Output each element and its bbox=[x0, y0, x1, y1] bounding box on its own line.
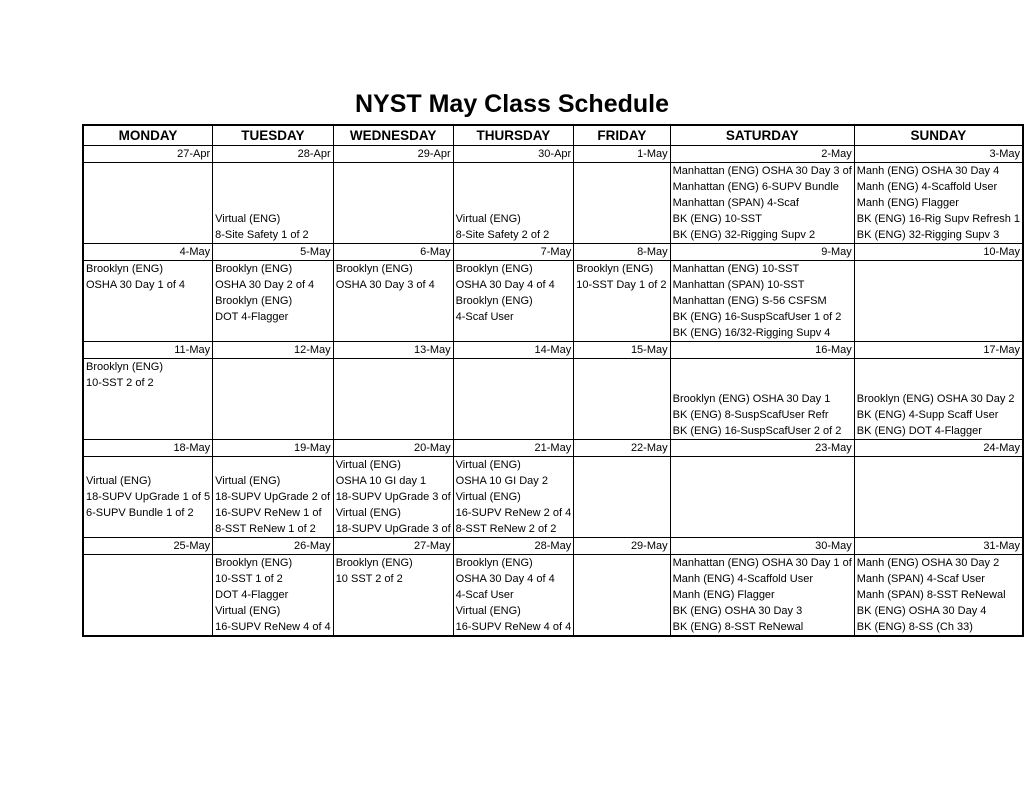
header-thursday: THURSDAY bbox=[453, 125, 574, 146]
class-entry-tuesday: Virtual (ENG) bbox=[213, 473, 334, 489]
class-entry-monday bbox=[83, 457, 213, 474]
week-4-line-4 bbox=[83, 505, 1023, 521]
schedule-table bbox=[82, 124, 1024, 637]
date-saturday: 9-May bbox=[670, 244, 854, 261]
class-entry-sunday: BK (ENG) 32-Rigging Supv 3 bbox=[854, 227, 1023, 244]
date-friday: 1-May bbox=[574, 146, 670, 163]
class-entry-friday bbox=[574, 603, 670, 619]
week-3-line-1 bbox=[83, 359, 1023, 376]
date-sunday: 31-May bbox=[854, 538, 1023, 555]
class-entry-thursday: OSHA 10 GI Day 2 bbox=[453, 473, 574, 489]
class-entry-friday bbox=[574, 505, 670, 521]
class-entry-wednesday bbox=[333, 163, 453, 180]
date-friday: 8-May bbox=[574, 244, 670, 261]
week-4-line-1 bbox=[83, 457, 1023, 474]
date-monday: 4-May bbox=[83, 244, 213, 261]
class-entry-thursday: Virtual (ENG) bbox=[453, 211, 574, 227]
class-entry-sunday: Manh (SPAN) 8-SST ReNewal bbox=[854, 587, 1023, 603]
class-entry-tuesday bbox=[213, 391, 334, 407]
date-thursday: 30-Apr bbox=[453, 146, 574, 163]
class-entry-sunday: Brooklyn (ENG) OSHA 30 Day 2 bbox=[854, 391, 1023, 407]
class-entry-sunday: Manh (ENG) Flagger bbox=[854, 195, 1023, 211]
class-entry-tuesday: DOT 4-Flagger bbox=[213, 309, 334, 325]
week-1-line-1 bbox=[83, 163, 1023, 180]
class-entry-sunday bbox=[854, 375, 1023, 391]
class-entry-monday bbox=[83, 571, 213, 587]
date-friday: 22-May bbox=[574, 440, 670, 457]
class-entry-thursday: 16-SUPV ReNew 4 of 4 bbox=[453, 619, 574, 636]
class-entry-monday bbox=[83, 325, 213, 342]
class-entry-friday bbox=[574, 375, 670, 391]
date-tuesday: 5-May bbox=[213, 244, 334, 261]
class-entry-tuesday: 8-Site Safety 1 of 2 bbox=[213, 227, 334, 244]
class-entry-wednesday: 18-SUPV UpGrade 3 of bbox=[333, 489, 453, 505]
class-entry-thursday: Brooklyn (ENG) bbox=[453, 261, 574, 278]
week-2-date-row bbox=[83, 244, 1023, 261]
class-entry-tuesday: 10-SST 1 of 2 bbox=[213, 571, 334, 587]
class-entry-sunday bbox=[854, 457, 1023, 474]
class-entry-monday bbox=[83, 227, 213, 244]
class-entry-sunday bbox=[854, 293, 1023, 309]
class-entry-saturday bbox=[670, 489, 854, 505]
class-entry-thursday bbox=[453, 163, 574, 180]
class-entry-saturday: Manhattan (ENG) 10-SST bbox=[670, 261, 854, 278]
week-3-line-3 bbox=[83, 391, 1023, 407]
week-5-line-3 bbox=[83, 587, 1023, 603]
class-entry-tuesday bbox=[213, 325, 334, 342]
class-entry-sunday: BK (ENG) 4-Supp Scaff User bbox=[854, 407, 1023, 423]
class-entry-tuesday bbox=[213, 163, 334, 180]
class-entry-thursday: OSHA 30 Day 4 of 4 bbox=[453, 277, 574, 293]
class-entry-monday bbox=[83, 179, 213, 195]
class-entry-thursday bbox=[453, 391, 574, 407]
week-2-line-4 bbox=[83, 309, 1023, 325]
class-entry-friday bbox=[574, 489, 670, 505]
date-thursday: 28-May bbox=[453, 538, 574, 555]
date-monday: 25-May bbox=[83, 538, 213, 555]
class-entry-monday: 6-SUPV Bundle 1 of 2 bbox=[83, 505, 213, 521]
week-5-date-row bbox=[83, 538, 1023, 555]
class-entry-thursday bbox=[453, 407, 574, 423]
class-entry-tuesday bbox=[213, 359, 334, 376]
class-entry-wednesday bbox=[333, 309, 453, 325]
class-entry-monday bbox=[83, 619, 213, 636]
class-entry-sunday: Manh (ENG) 4-Scaffold User bbox=[854, 179, 1023, 195]
class-entry-friday bbox=[574, 555, 670, 572]
class-entry-sunday bbox=[854, 261, 1023, 278]
class-entry-monday: 10-SST 2 of 2 bbox=[83, 375, 213, 391]
class-entry-sunday: Manh (ENG) OSHA 30 Day 2 bbox=[854, 555, 1023, 572]
header-tuesday: TUESDAY bbox=[213, 125, 334, 146]
class-entry-tuesday: DOT 4-Flagger bbox=[213, 587, 334, 603]
date-sunday: 17-May bbox=[854, 342, 1023, 359]
class-entry-saturday: Manh (ENG) 4-Scaffold User bbox=[670, 571, 854, 587]
class-entry-thursday bbox=[453, 375, 574, 391]
date-saturday: 23-May bbox=[670, 440, 854, 457]
class-entry-thursday bbox=[453, 325, 574, 342]
class-entry-saturday: BK (ENG) OSHA 30 Day 3 bbox=[670, 603, 854, 619]
class-entry-wednesday: OSHA 10 GI day 1 bbox=[333, 473, 453, 489]
class-entry-sunday: Manh (ENG) OSHA 30 Day 4 bbox=[854, 163, 1023, 180]
class-entry-thursday bbox=[453, 195, 574, 211]
date-monday: 11-May bbox=[83, 342, 213, 359]
class-entry-saturday: BK (ENG) 16-SuspScafUser 2 of 2 bbox=[670, 423, 854, 440]
class-entry-friday bbox=[574, 359, 670, 376]
class-entry-sunday bbox=[854, 473, 1023, 489]
header-saturday: SATURDAY bbox=[670, 125, 854, 146]
class-entry-tuesday: 8-SST ReNew 1 of 2 bbox=[213, 521, 334, 538]
class-entry-wednesday bbox=[333, 603, 453, 619]
class-entry-friday bbox=[574, 293, 670, 309]
class-entry-monday bbox=[83, 603, 213, 619]
week-2-line-2 bbox=[83, 277, 1023, 293]
class-entry-sunday: BK (ENG) OSHA 30 Day 4 bbox=[854, 603, 1023, 619]
date-thursday: 14-May bbox=[453, 342, 574, 359]
class-entry-sunday bbox=[854, 359, 1023, 376]
class-entry-friday bbox=[574, 391, 670, 407]
class-entry-saturday: BK (ENG) 16/32-Rigging Supv 4 bbox=[670, 325, 854, 342]
class-entry-friday bbox=[574, 423, 670, 440]
class-entry-sunday bbox=[854, 325, 1023, 342]
class-entry-monday bbox=[83, 407, 213, 423]
class-entry-tuesday: Brooklyn (ENG) bbox=[213, 293, 334, 309]
class-entry-sunday bbox=[854, 309, 1023, 325]
class-entry-wednesday bbox=[333, 227, 453, 244]
class-entry-thursday bbox=[453, 359, 574, 376]
class-entry-monday: Brooklyn (ENG) bbox=[83, 359, 213, 376]
class-entry-monday bbox=[83, 521, 213, 538]
week-1-date-row bbox=[83, 146, 1023, 163]
class-entry-friday bbox=[574, 407, 670, 423]
date-monday: 18-May bbox=[83, 440, 213, 457]
class-entry-monday bbox=[83, 195, 213, 211]
class-entry-friday bbox=[574, 227, 670, 244]
class-entry-thursday: OSHA 30 Day 4 of 4 bbox=[453, 571, 574, 587]
class-entry-thursday: 8-Site Safety 2 of 2 bbox=[453, 227, 574, 244]
class-entry-friday bbox=[574, 619, 670, 636]
header-sunday: SUNDAY bbox=[854, 125, 1023, 146]
class-entry-monday: Virtual (ENG) bbox=[83, 473, 213, 489]
class-entry-friday bbox=[574, 309, 670, 325]
class-entry-saturday: Brooklyn (ENG) OSHA 30 Day 1 bbox=[670, 391, 854, 407]
class-entry-tuesday: Brooklyn (ENG) bbox=[213, 261, 334, 278]
class-entry-tuesday: Virtual (ENG) bbox=[213, 211, 334, 227]
class-entry-thursday bbox=[453, 179, 574, 195]
class-entry-saturday bbox=[670, 359, 854, 376]
class-entry-friday bbox=[574, 195, 670, 211]
class-entry-wednesday bbox=[333, 325, 453, 342]
class-entry-friday: 10-SST Day 1 of 2 bbox=[574, 277, 670, 293]
date-sunday: 10-May bbox=[854, 244, 1023, 261]
schedule-body bbox=[83, 146, 1023, 637]
week-2-line-5 bbox=[83, 325, 1023, 342]
class-entry-thursday bbox=[453, 423, 574, 440]
class-entry-sunday: BK (ENG) 8-SS (Ch 33) bbox=[854, 619, 1023, 636]
class-entry-tuesday: Virtual (ENG) bbox=[213, 603, 334, 619]
class-entry-monday: OSHA 30 Day 1 of 4 bbox=[83, 277, 213, 293]
class-entry-wednesday bbox=[333, 179, 453, 195]
class-entry-friday bbox=[574, 457, 670, 474]
class-entry-monday bbox=[83, 587, 213, 603]
class-entry-wednesday bbox=[333, 407, 453, 423]
date-wednesday: 20-May bbox=[333, 440, 453, 457]
date-sunday: 24-May bbox=[854, 440, 1023, 457]
class-entry-friday bbox=[574, 163, 670, 180]
week-2-line-1 bbox=[83, 261, 1023, 278]
class-entry-saturday: Manhattan (ENG) OSHA 30 Day 3 of bbox=[670, 163, 854, 180]
date-sunday: 3-May bbox=[854, 146, 1023, 163]
class-entry-sunday bbox=[854, 277, 1023, 293]
class-entry-saturday: Manhattan (ENG) OSHA 30 Day 1 of bbox=[670, 555, 854, 572]
class-entry-tuesday bbox=[213, 457, 334, 474]
class-entry-thursday: 8-SST ReNew 2 of 2 bbox=[453, 521, 574, 538]
class-entry-tuesday: 16-SUPV ReNew 1 of bbox=[213, 505, 334, 521]
week-4-line-5 bbox=[83, 521, 1023, 538]
week-3-line-5 bbox=[83, 423, 1023, 440]
week-2-line-3 bbox=[83, 293, 1023, 309]
class-entry-thursday: Virtual (ENG) bbox=[453, 457, 574, 474]
week-4-line-3 bbox=[83, 489, 1023, 505]
class-entry-wednesday: 18-SUPV UpGrade 3 of bbox=[333, 521, 453, 538]
class-entry-tuesday: OSHA 30 Day 2 of 4 bbox=[213, 277, 334, 293]
class-entry-wednesday: 10 SST 2 of 2 bbox=[333, 571, 453, 587]
class-entry-sunday bbox=[854, 489, 1023, 505]
class-entry-thursday: 4-Scaf User bbox=[453, 309, 574, 325]
class-entry-monday bbox=[83, 423, 213, 440]
class-entry-thursday: 4-Scaf User bbox=[453, 587, 574, 603]
week-5-line-1 bbox=[83, 555, 1023, 572]
header-friday: FRIDAY bbox=[574, 125, 670, 146]
class-entry-thursday: Virtual (ENG) bbox=[453, 603, 574, 619]
class-entry-wednesday bbox=[333, 423, 453, 440]
class-entry-wednesday bbox=[333, 587, 453, 603]
class-entry-wednesday: Virtual (ENG) bbox=[333, 505, 453, 521]
class-entry-wednesday bbox=[333, 619, 453, 636]
week-3-date-row bbox=[83, 342, 1023, 359]
class-entry-thursday: Brooklyn (ENG) bbox=[453, 293, 574, 309]
date-tuesday: 26-May bbox=[213, 538, 334, 555]
week-1-line-5 bbox=[83, 227, 1023, 244]
class-entry-saturday: BK (ENG) 8-SST ReNewal bbox=[670, 619, 854, 636]
date-saturday: 16-May bbox=[670, 342, 854, 359]
class-entry-saturday bbox=[670, 521, 854, 538]
class-entry-saturday: Manh (ENG) Flagger bbox=[670, 587, 854, 603]
class-entry-sunday bbox=[854, 505, 1023, 521]
class-entry-friday bbox=[574, 571, 670, 587]
class-entry-sunday: BK (ENG) 16-Rig Supv Refresh 1 bbox=[854, 211, 1023, 227]
class-entry-saturday bbox=[670, 375, 854, 391]
class-entry-friday bbox=[574, 211, 670, 227]
class-entry-friday: Brooklyn (ENG) bbox=[574, 261, 670, 278]
week-3-line-4 bbox=[83, 407, 1023, 423]
class-entry-sunday: Manh (SPAN) 4-Scaf User bbox=[854, 571, 1023, 587]
date-tuesday: 12-May bbox=[213, 342, 334, 359]
class-entry-saturday bbox=[670, 473, 854, 489]
class-entry-tuesday bbox=[213, 179, 334, 195]
date-monday: 27-Apr bbox=[83, 146, 213, 163]
class-entry-tuesday bbox=[213, 375, 334, 391]
class-entry-monday bbox=[83, 211, 213, 227]
class-entry-thursday: Virtual (ENG) bbox=[453, 489, 574, 505]
class-entry-friday bbox=[574, 587, 670, 603]
class-entry-monday bbox=[83, 293, 213, 309]
date-wednesday: 27-May bbox=[333, 538, 453, 555]
class-entry-wednesday bbox=[333, 375, 453, 391]
date-thursday: 21-May bbox=[453, 440, 574, 457]
header-monday: MONDAY bbox=[83, 125, 213, 146]
date-saturday: 30-May bbox=[670, 538, 854, 555]
class-entry-saturday: Manhattan (ENG) S-56 CSFSM bbox=[670, 293, 854, 309]
class-entry-thursday: 16-SUPV ReNew 2 of 4 bbox=[453, 505, 574, 521]
date-friday: 15-May bbox=[574, 342, 670, 359]
class-entry-friday bbox=[574, 473, 670, 489]
class-entry-wednesday: Brooklyn (ENG) bbox=[333, 555, 453, 572]
class-entry-wednesday bbox=[333, 293, 453, 309]
class-entry-monday bbox=[83, 555, 213, 572]
week-1-line-3 bbox=[83, 195, 1023, 211]
class-entry-wednesday bbox=[333, 195, 453, 211]
week-5-line-4 bbox=[83, 603, 1023, 619]
class-entry-saturday: BK (ENG) 8-SuspScafUser Refr bbox=[670, 407, 854, 423]
date-saturday: 2-May bbox=[670, 146, 854, 163]
class-entry-thursday: Brooklyn (ENG) bbox=[453, 555, 574, 572]
week-5-line-5 bbox=[83, 619, 1023, 636]
class-entry-sunday: BK (ENG) DOT 4-Flagger bbox=[854, 423, 1023, 440]
class-entry-monday: 18-SUPV UpGrade 1 of 5 bbox=[83, 489, 213, 505]
class-entry-tuesday: Brooklyn (ENG) bbox=[213, 555, 334, 572]
class-entry-monday bbox=[83, 163, 213, 180]
page-title: NYST May Class Schedule bbox=[354, 90, 669, 118]
class-entry-saturday bbox=[670, 457, 854, 474]
class-entry-wednesday: Virtual (ENG) bbox=[333, 457, 453, 474]
class-entry-saturday: Manhattan (SPAN) 10-SST bbox=[670, 277, 854, 293]
class-entry-saturday bbox=[670, 505, 854, 521]
class-entry-wednesday bbox=[333, 359, 453, 376]
date-wednesday: 29-Apr bbox=[333, 146, 453, 163]
week-3-line-2 bbox=[83, 375, 1023, 391]
class-entry-monday: Brooklyn (ENG) bbox=[83, 261, 213, 278]
week-4-line-2 bbox=[83, 473, 1023, 489]
week-5-line-2 bbox=[83, 571, 1023, 587]
class-entry-friday bbox=[574, 521, 670, 538]
class-entry-monday bbox=[83, 309, 213, 325]
week-1-line-2 bbox=[83, 179, 1023, 195]
date-tuesday: 19-May bbox=[213, 440, 334, 457]
class-entry-friday bbox=[574, 325, 670, 342]
week-4-date-row bbox=[83, 440, 1023, 457]
date-wednesday: 13-May bbox=[333, 342, 453, 359]
class-entry-saturday: BK (ENG) 16-SuspScafUser 1 of 2 bbox=[670, 309, 854, 325]
class-entry-tuesday bbox=[213, 423, 334, 440]
class-entry-friday bbox=[574, 179, 670, 195]
date-friday: 29-May bbox=[574, 538, 670, 555]
class-entry-saturday: Manhattan (ENG) 6-SUPV Bundle bbox=[670, 179, 854, 195]
class-entry-saturday: BK (ENG) 10-SST bbox=[670, 211, 854, 227]
header-row bbox=[83, 125, 1023, 146]
class-entry-wednesday bbox=[333, 211, 453, 227]
class-entry-sunday bbox=[854, 521, 1023, 538]
class-entry-tuesday: 16-SUPV ReNew 4 of 4 bbox=[213, 619, 334, 636]
class-entry-tuesday bbox=[213, 407, 334, 423]
class-entry-saturday: Manhattan (SPAN) 4-Scaf bbox=[670, 195, 854, 211]
header-wednesday: WEDNESDAY bbox=[333, 125, 453, 146]
class-entry-saturday: BK (ENG) 32-Rigging Supv 2 bbox=[670, 227, 854, 244]
date-wednesday: 6-May bbox=[333, 244, 453, 261]
class-entry-wednesday: Brooklyn (ENG) bbox=[333, 261, 453, 278]
class-entry-tuesday bbox=[213, 195, 334, 211]
class-entry-wednesday bbox=[333, 391, 453, 407]
schedule-header bbox=[83, 125, 1023, 146]
class-entry-monday bbox=[83, 391, 213, 407]
date-thursday: 7-May bbox=[453, 244, 574, 261]
class-entry-tuesday: 18-SUPV UpGrade 2 of bbox=[213, 489, 334, 505]
date-tuesday: 28-Apr bbox=[213, 146, 334, 163]
class-entry-wednesday: OSHA 30 Day 3 of 4 bbox=[333, 277, 453, 293]
week-1-line-4 bbox=[83, 211, 1023, 227]
